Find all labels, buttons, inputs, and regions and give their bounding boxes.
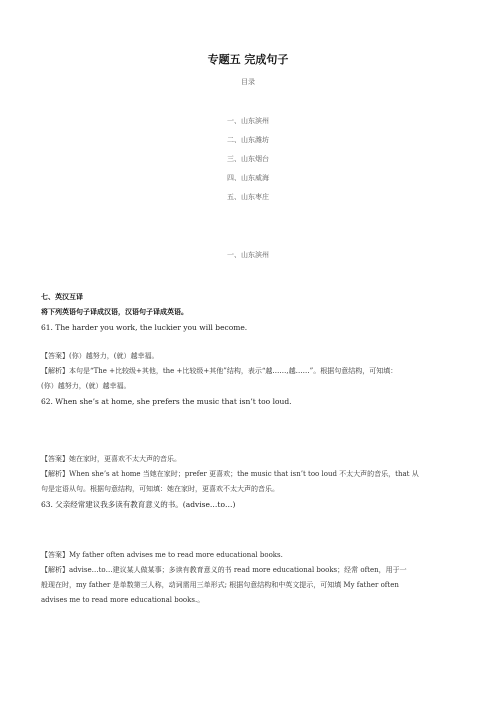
analysis-63-line1: 【解析】advise…to…建议某人做某事；多读有教育意义的书 read more educational books；经常 often，用于一 xyxy=(41,566,407,574)
q63-answer-block xyxy=(41,548,461,608)
analysis-62-line1: 【解析】When she’s at home 当她在家时；prefer 更喜欢；the music that isn’t too loud 不太大声的音乐，that 从 xyxy=(41,470,419,478)
question-61: 61. The harder you work, the luckier you will become. xyxy=(41,323,248,332)
analysis-62-line2: 句是定语从句。根据句意结构，可知填：她在家时，更喜欢不太大声的音乐。 xyxy=(41,485,279,493)
analysis-63-line3: advises me to read more educational books.。 xyxy=(41,596,205,604)
analysis-61-line2: (你）越努力，(就）越幸福。 xyxy=(41,382,131,390)
analysis-63-line2: 般现在时，my father 是单数第三人称，动词需用三单形式; 根据句意结构和中英文提示，可知填 My father often xyxy=(41,581,399,589)
document-title: 专题五 完成句子 xyxy=(207,53,289,66)
part-heading: 七、英汉互译 xyxy=(41,293,83,301)
question-62: 62. When she’s at home, she prefers the music that isn’t too loud. xyxy=(41,397,292,406)
analysis-61-line1: 【解析】本句是“The +比较级+其他，the +比较级+其他”结构，表示“越……,越……”。根据句意结构，可知填： xyxy=(41,367,398,375)
table-of-contents xyxy=(0,112,496,207)
section-title: 一、山东滨州 xyxy=(227,251,269,259)
part-heading-block xyxy=(41,290,461,335)
toc-item[interactable]: 五、山东枣庄 xyxy=(227,193,269,201)
toc-item[interactable]: 一、山东滨州 xyxy=(227,117,269,125)
toc-item[interactable]: 三、山东烟台 xyxy=(227,155,269,163)
answer-62: 【答案】她在家时，更喜欢不太大声的音乐。 xyxy=(41,455,181,463)
question-63: 63. 父亲经常建议我多读有教育意义的书。(advise…to…) xyxy=(41,500,236,509)
toc-heading: 目录 xyxy=(241,78,255,86)
toc-item[interactable]: 四、山东威海 xyxy=(227,174,269,182)
q61-answer-block xyxy=(41,349,461,409)
toc-item[interactable]: 二、山东潍坊 xyxy=(227,136,269,144)
answer-63: 【答案】My father often advises me to read more educational books. xyxy=(41,551,283,559)
answer-61: 【答案】(你）越努力，(就）越幸福。 xyxy=(41,352,159,360)
q62-answer-block xyxy=(41,452,461,512)
instruction: 将下列英语句子译成汉语，汉语句子译成英语。 xyxy=(41,308,188,316)
